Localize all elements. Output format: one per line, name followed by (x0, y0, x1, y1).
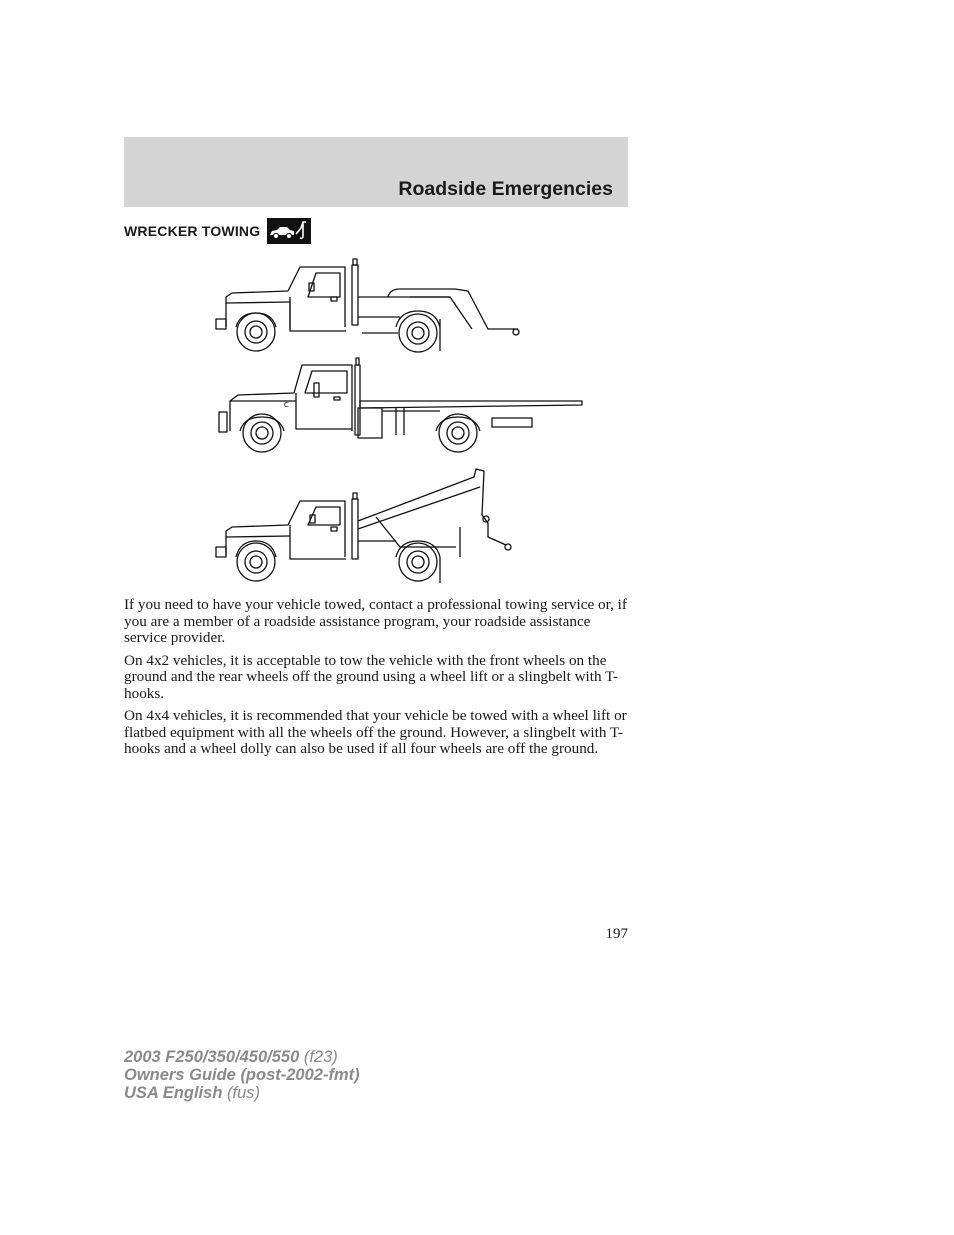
subheading (124, 218, 311, 244)
body-text (124, 597, 630, 764)
section-header-band (124, 137, 628, 207)
flatbed-tow-truck (219, 358, 582, 452)
footer-model: 2003 F250/350/450/550 (124, 1048, 300, 1066)
section-title: Roadside Emergencies (398, 178, 613, 200)
footer-language: USA English (124, 1084, 223, 1102)
tow-truck-icon (267, 218, 311, 244)
footer-line-1 (124, 1048, 360, 1066)
paragraph-4x2: On 4x2 vehicles, it is acceptable to tow the vehicle with the front wheels on the ground and the rear wheels off the ground using a wheel lift or a slingbelt with T-hooks. (124, 651, 619, 702)
wheel-lift-tow-truck (216, 259, 519, 352)
subheading-title: WRECKER TOWING (124, 223, 261, 239)
paragraph-4x4: On 4x4 vehicles, it is recommended that your vehicle be towed with a wheel lift or flatbed equipment with all the wheels off the ground. However, a slingbelt with T-hooks and a wheel dolly can also be used if all four wheels are off the ground. (124, 707, 627, 757)
footer-guide: Owners Guide (post-2002-fmt) (124, 1066, 360, 1084)
footer (124, 1048, 360, 1102)
towing-methods-illustration (210, 255, 600, 590)
boom-wrecker-tow-truck (216, 469, 511, 583)
footer-language-code: (fus) (227, 1084, 260, 1102)
footer-line-3 (124, 1084, 360, 1102)
page-number: 197 (605, 926, 628, 942)
footer-model-code: (f23) (303, 1048, 338, 1066)
paragraph-towing-contact: If you need to have your vehicle towed, contact a professional towing service or, if you are a member of a roadside assistance program, your roadside assistance service provider. (124, 596, 627, 646)
footer-line-2 (124, 1066, 360, 1084)
svg-text:C: C (284, 401, 289, 409)
